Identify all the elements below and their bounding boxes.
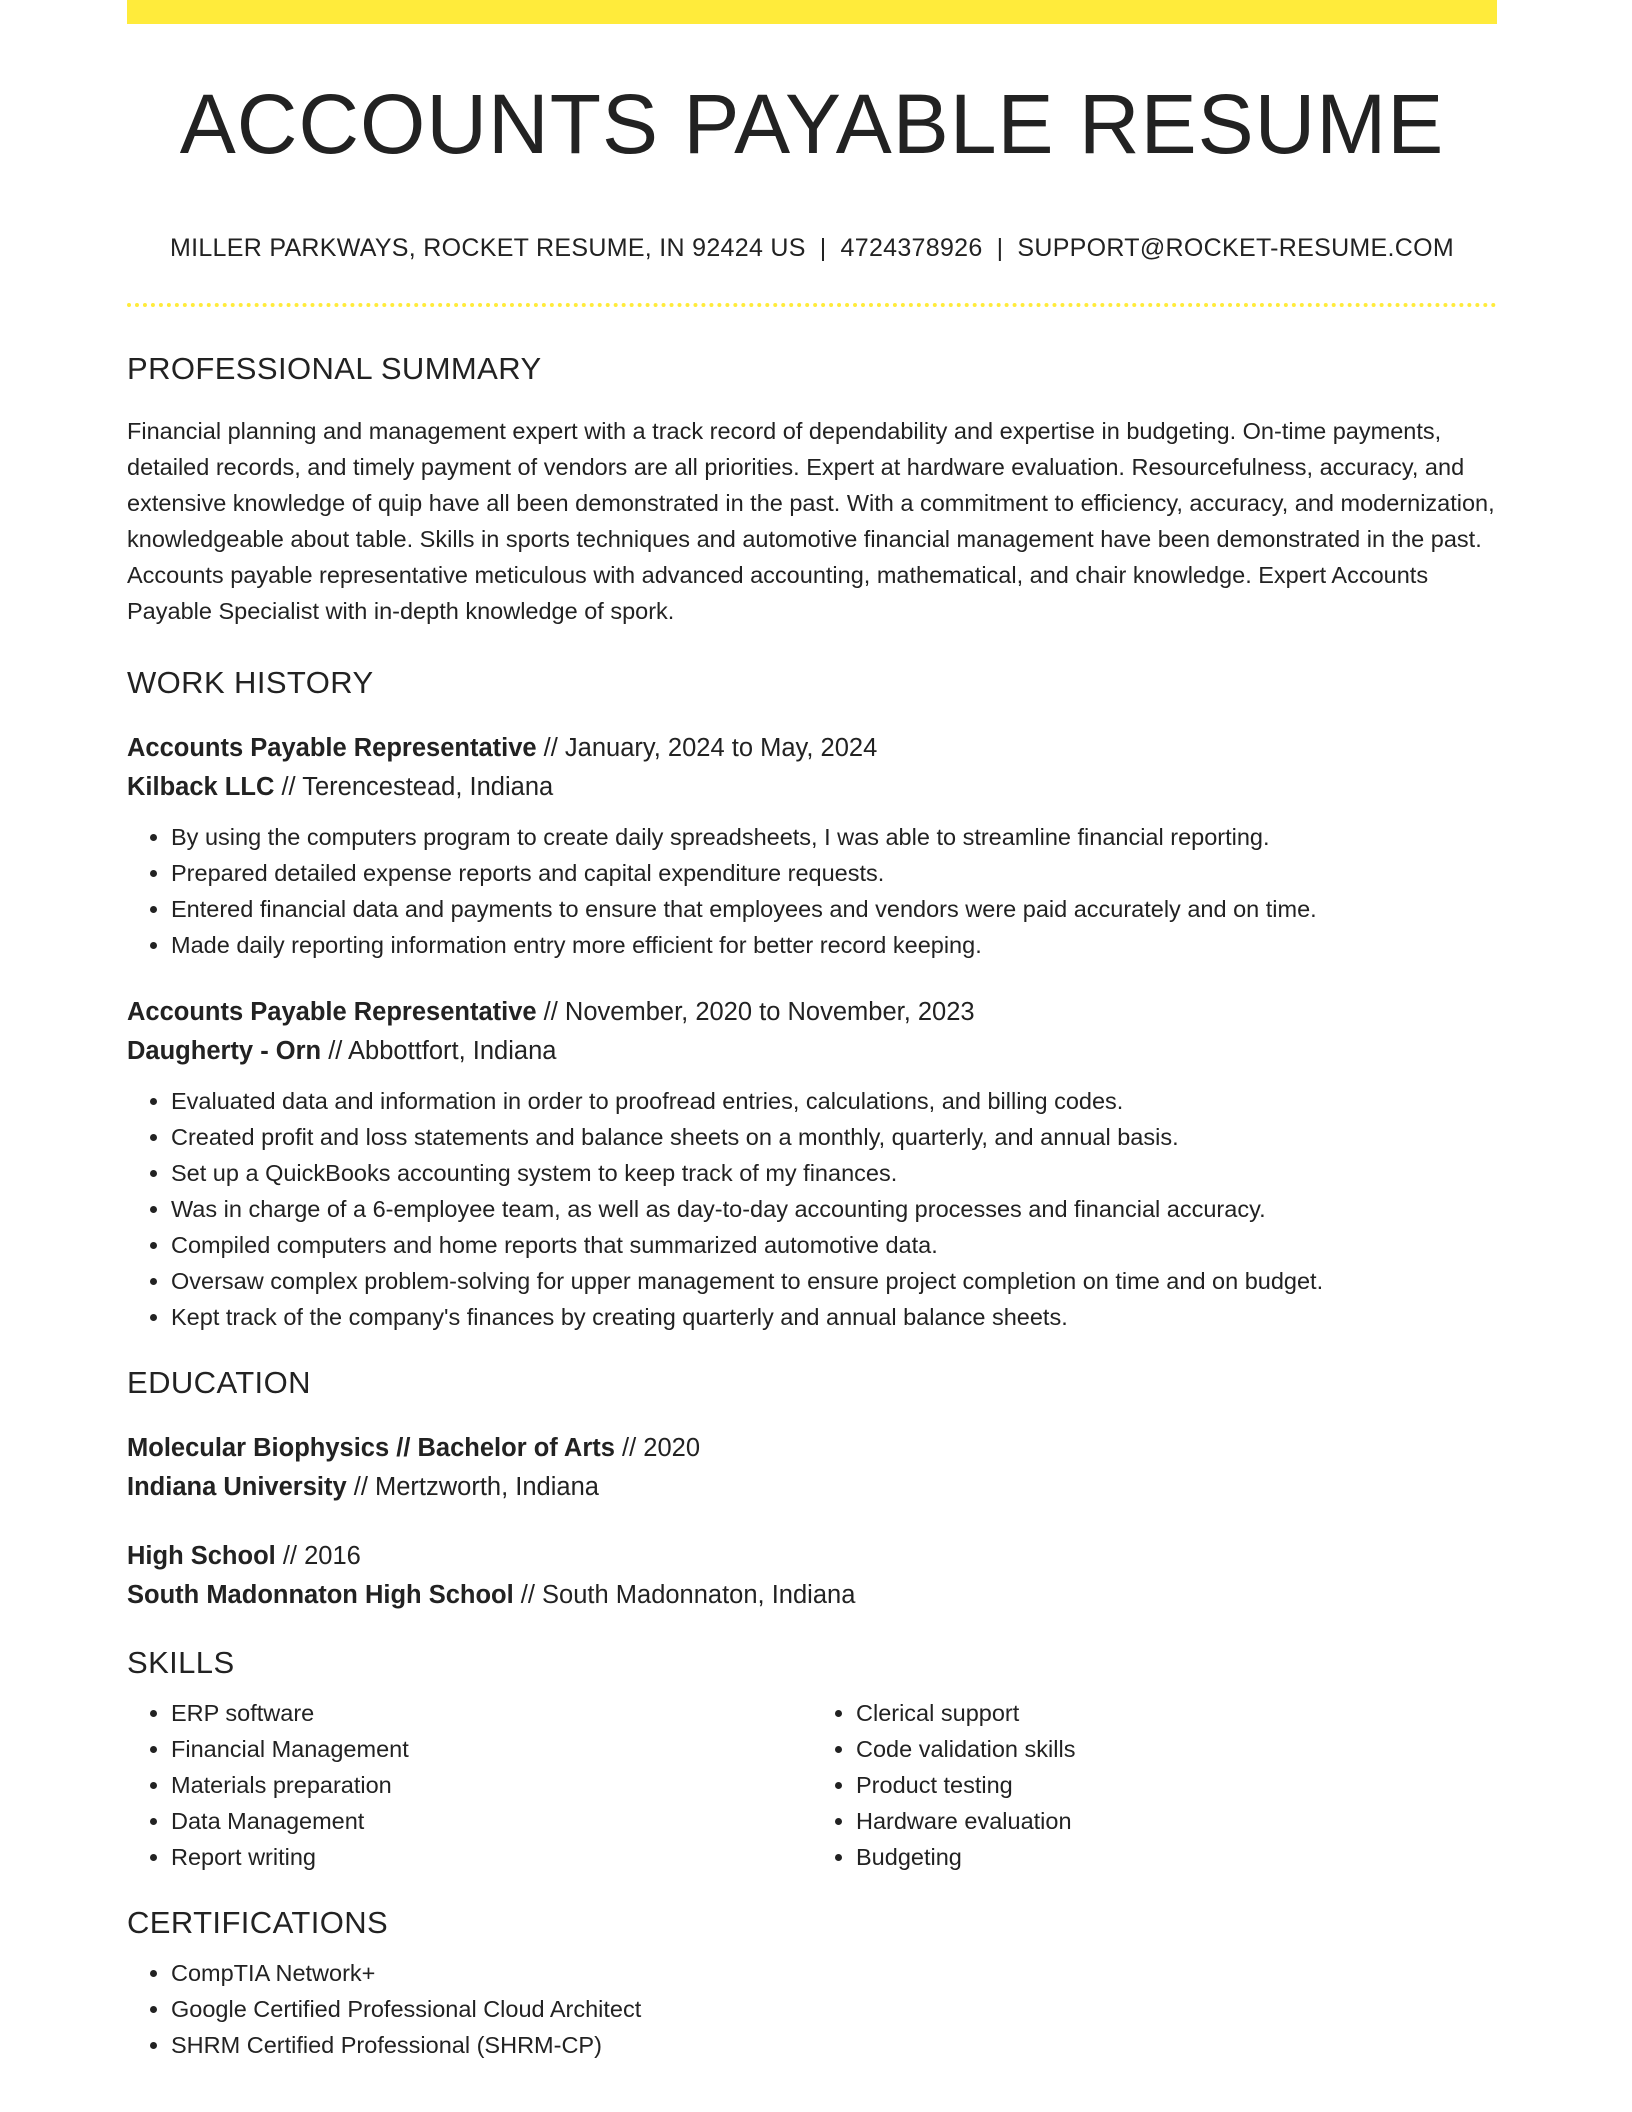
job-company: Kilback LLC [127, 773, 275, 801]
job-location: // Terencestead, Indiana [274, 773, 554, 801]
education-degree-line [127, 1429, 1497, 1468]
education-year: // 2020 [614, 1434, 701, 1462]
skills-heading: SKILLS [127, 1645, 235, 1680]
education-school-line [127, 1576, 1497, 1615]
job-bullets [127, 819, 1497, 963]
job-company-line [127, 768, 1497, 807]
education-location: // South Madonnaton, Indiana [513, 1581, 856, 1609]
spacer [127, 963, 1497, 993]
list-item: • Evaluated data and information in order to proofread entries, calculations, and billing codes. [171, 1083, 1497, 1119]
certifications-section [127, 1955, 1497, 2063]
education-school: Indiana University [127, 1473, 347, 1501]
top-accent-bar [127, 0, 1497, 24]
list-item: • Clerical support [856, 1695, 1497, 1731]
dotted-divider [127, 303, 1497, 307]
list-item: • Financial Management [171, 1731, 812, 1767]
job-title: Accounts Payable Representative [127, 734, 537, 762]
job-location: // Abbottfort, Indiana [321, 1037, 557, 1065]
skills-list-right [812, 1695, 1497, 1875]
list-item: • Materials preparation [171, 1767, 812, 1803]
skills-columns [127, 1695, 1497, 1875]
skills-list-left [127, 1695, 812, 1875]
job-company: Daugherty - Orn [127, 1037, 322, 1065]
list-item: • Report writing [171, 1839, 812, 1875]
education-entry [127, 1429, 1497, 1507]
work-history-heading: WORK HISTORY [127, 665, 374, 700]
certifications-list [127, 1955, 1497, 2063]
job-company-line [127, 1032, 1497, 1071]
list-item: • Kept track of the company's finances by creating quarterly and annual balance sheets. [171, 1299, 1497, 1335]
contact-separator: | [996, 234, 1004, 262]
list-item: • Created profit and loss statements and balance sheets on a monthly, quarterly, and annual basis. [171, 1119, 1497, 1155]
job-dates: // November, 2020 to November, 2023 [536, 998, 975, 1026]
list-item: • ERP software [171, 1695, 812, 1731]
list-item: • Hardware evaluation [856, 1803, 1497, 1839]
summary-text: Financial planning and management expert with a track record of dependability and expertise in budgeting. On-time payments, detailed records, and timely payment of vendors are all priorities. Expert at hardware evaluation. Resourcefulness, accuracy, and extensive knowledge of quip have all been demonstrated in the past. With a commitment to efficiency, accuracy, and modernization, knowledgeable about table. Skills in sports techniques and automotive financial management have been demonstrated in the past. Accounts payable representative meticulous with advanced accounting, mathematical, and chair knowledge. Expert Accounts Payable Specialist with in-depth knowledge of spork. [127, 418, 1495, 624]
spacer [127, 1507, 1497, 1537]
list-item: • Entered financial data and payments to ensure that employees and vendors were paid accurately and on time. [171, 891, 1497, 927]
list-item: • Compiled computers and home reports that summarized automotive data. [171, 1227, 1497, 1263]
job-title: Accounts Payable Representative [127, 998, 537, 1026]
contact-address: MILLER PARKWAYS, ROCKET RESUME, IN 92424 US [169, 234, 806, 262]
list-item: • Data Management [171, 1803, 812, 1839]
list-item: • Prepared detailed expense reports and capital expenditure requests. [171, 855, 1497, 891]
list-item: • SHRM Certified Professional (SHRM-CP) [171, 2027, 1497, 2063]
education-location: // Mertzworth, Indiana [346, 1473, 599, 1501]
education-degree-line [127, 1537, 1497, 1576]
certifications-heading: CERTIFICATIONS [127, 1905, 389, 1940]
job-bullets [127, 1083, 1497, 1335]
list-item: • Google Certified Professional Cloud Architect [171, 1991, 1497, 2027]
contact-line [127, 234, 1497, 263]
list-item: • Code validation skills [856, 1731, 1497, 1767]
education-year: // 2016 [275, 1542, 361, 1570]
education-school: South Madonnaton High School [127, 1581, 514, 1609]
job-dates: // January, 2024 to May, 2024 [536, 734, 878, 762]
job-entry [127, 729, 1497, 963]
resume-page [127, 0, 1497, 2063]
education-degree: Molecular Biophysics // Bachelor of Arts [127, 1434, 615, 1462]
summary-heading: PROFESSIONAL SUMMARY [127, 351, 542, 386]
education-degree: High School [127, 1542, 276, 1570]
list-item: • Set up a QuickBooks accounting system to keep track of my finances. [171, 1155, 1497, 1191]
contact-email[interactable]: SUPPORT@ROCKET-RESUME.COM [1017, 234, 1455, 262]
list-item: • Oversaw complex problem-solving for upper management to ensure project completion on time and on budget. [171, 1263, 1497, 1299]
contact-separator: | [819, 234, 827, 262]
resume-title: ACCOUNTS PAYABLE RESUME [179, 77, 1445, 171]
education-heading: EDUCATION [127, 1365, 311, 1400]
list-item: • Product testing [856, 1767, 1497, 1803]
job-title-line [127, 729, 1497, 768]
list-item: • Was in charge of a 6-employee team, as well as day-to-day accounting processes and financial accuracy. [171, 1191, 1497, 1227]
list-item: • By using the computers program to create daily spreadsheets, I was able to streamline financial reporting. [171, 819, 1497, 855]
education-entry [127, 1537, 1497, 1615]
education-school-line [127, 1468, 1497, 1507]
list-item: • Budgeting [856, 1839, 1497, 1875]
job-entry [127, 993, 1497, 1335]
contact-phone: 4724378926 [840, 234, 983, 262]
list-item: • CompTIA Network+ [171, 1955, 1497, 1991]
job-title-line [127, 993, 1497, 1032]
list-item: • Made daily reporting information entry more efficient for better record keeping. [171, 927, 1497, 963]
